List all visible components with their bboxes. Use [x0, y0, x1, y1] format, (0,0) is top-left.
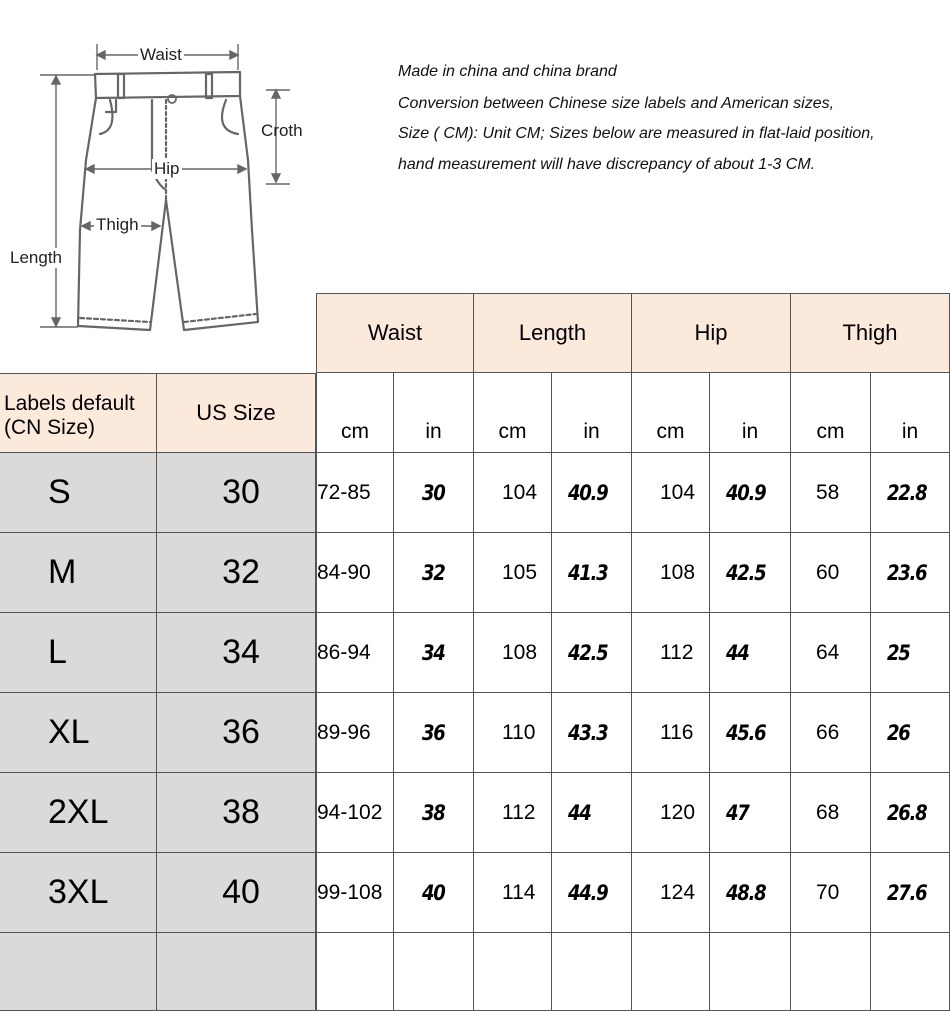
us-size-header: US Size [157, 373, 316, 453]
us-size-cell: 40 [157, 853, 316, 933]
inch-value: 40.9 [568, 480, 608, 505]
value-in [552, 613, 632, 693]
cn-size-cell: L [0, 613, 157, 693]
us-size-cell: 34 [157, 613, 316, 693]
description-line-4: hand measurement will have discrepancy of about 1-3 CM. [398, 156, 816, 173]
value-in [710, 853, 791, 933]
unit-header-in: in [710, 373, 791, 453]
value-in [394, 853, 474, 933]
value-cm [632, 773, 710, 853]
value-cm [791, 853, 871, 933]
inch-value: 44 [726, 640, 749, 665]
cm-value: 86-94 [317, 640, 371, 664]
value-in [710, 533, 791, 613]
us-size-cell: 30 [157, 453, 316, 533]
empty-value-cell [394, 933, 474, 1011]
empty-value-cell [871, 933, 950, 1011]
cm-value: 89-96 [317, 720, 371, 744]
value-cm [474, 693, 552, 773]
cn-size-cell: 3XL [0, 853, 157, 933]
value-in [871, 853, 950, 933]
value-in [552, 533, 632, 613]
cn-size-cell: S [0, 453, 157, 533]
empty-value-cell [710, 933, 791, 1011]
value-cm [474, 613, 552, 693]
value-in [710, 613, 791, 693]
value-cm [316, 853, 394, 933]
value-cm [632, 453, 710, 533]
inch-value: 45.6 [726, 720, 766, 745]
unit-header-in: in [394, 373, 474, 453]
cm-value: 124 [660, 880, 696, 904]
cm-value: 112 [660, 640, 694, 664]
header-thigh: Thigh [791, 293, 950, 373]
value-cm [632, 533, 710, 613]
cn-size-cell: 2XL [0, 773, 157, 853]
cn-size-cell: M [0, 533, 157, 613]
inch-value: 43.3 [568, 720, 608, 745]
cm-value: 94-102 [317, 800, 383, 824]
value-in [394, 613, 474, 693]
cm-value: 104 [660, 480, 696, 504]
cm-value: 99-108 [317, 880, 383, 904]
cm-value: 70 [816, 880, 840, 904]
cm-value: 104 [502, 480, 538, 504]
value-cm [791, 773, 871, 853]
value-cm [316, 533, 394, 613]
value-in [394, 453, 474, 533]
inch-value: 26.8 [887, 800, 927, 825]
cm-value: 112 [502, 800, 536, 824]
pants-measurement-diagram [0, 0, 310, 345]
inch-value: 40 [422, 880, 445, 905]
cm-value: 105 [502, 560, 538, 584]
cm-value: 60 [816, 560, 840, 584]
value-in [871, 533, 950, 613]
empty-value-cell [316, 933, 394, 1011]
value-in [394, 773, 474, 853]
length-label: Length [10, 248, 62, 267]
inch-value: 23.6 [887, 560, 927, 585]
us-size-cell: 36 [157, 693, 316, 773]
cm-value: 66 [816, 720, 840, 744]
inch-value: 25 [887, 640, 910, 665]
value-cm [316, 773, 394, 853]
us-size-cell: 32 [157, 533, 316, 613]
value-cm [791, 613, 871, 693]
value-in [552, 853, 632, 933]
value-in [871, 773, 950, 853]
value-in [552, 453, 632, 533]
value-in [710, 693, 791, 773]
cm-value: 68 [816, 800, 840, 824]
header-hip: Hip [632, 293, 791, 373]
header-waist: Waist [316, 293, 474, 373]
cm-value: 114 [502, 880, 536, 904]
value-cm [791, 453, 871, 533]
unit-header-in: in [552, 373, 632, 453]
inch-value: 26 [887, 720, 910, 745]
value-in [871, 613, 950, 693]
empty-value-cell [791, 933, 871, 1011]
cm-value: 120 [660, 800, 696, 824]
cn-size-cell: XL [0, 693, 157, 773]
value-in [710, 453, 791, 533]
description-line-1: Made in china and china brand [398, 63, 617, 80]
unit-header-cm: cm [632, 373, 710, 453]
inch-value: 30 [422, 480, 445, 505]
unit-header-cm: cm [474, 373, 552, 453]
inch-value: 47 [726, 800, 749, 825]
value-cm [632, 693, 710, 773]
value-in [394, 693, 474, 773]
value-cm [316, 613, 394, 693]
waist-label: Waist [140, 45, 182, 64]
value-in [871, 693, 950, 773]
inch-value: 44 [568, 800, 591, 825]
inch-value: 34 [422, 640, 445, 665]
inch-value: 38 [422, 800, 445, 825]
value-cm [474, 533, 552, 613]
cm-value: 84-90 [317, 560, 371, 584]
inch-value: 36 [422, 720, 445, 745]
unit-header-cm: cm [791, 373, 871, 453]
cm-value: 72-85 [317, 480, 371, 504]
empty-us-cell [157, 933, 316, 1011]
empty-value-cell [474, 933, 552, 1011]
inch-value: 42.5 [568, 640, 608, 665]
value-cm [791, 693, 871, 773]
value-in [552, 693, 632, 773]
description-line-2: Conversion between Chinese size labels and American sizes, [398, 95, 835, 112]
inch-value: 48.8 [726, 880, 766, 905]
header-length: Length [474, 293, 632, 373]
inch-value: 44.9 [568, 880, 608, 905]
inch-value: 22.8 [887, 480, 927, 505]
cm-value: 110 [502, 720, 536, 744]
inch-value: 27.6 [887, 880, 927, 905]
value-cm [316, 453, 394, 533]
unit-header-in: in [871, 373, 950, 453]
value-cm [474, 773, 552, 853]
value-cm [474, 853, 552, 933]
value-in [394, 533, 474, 613]
value-in [552, 773, 632, 853]
cm-value: 108 [502, 640, 538, 664]
value-in [710, 773, 791, 853]
value-cm [632, 613, 710, 693]
unit-header-cm: cm [316, 373, 394, 453]
inch-value: 40.9 [726, 480, 766, 505]
croth-label: Croth [261, 121, 303, 140]
value-cm [791, 533, 871, 613]
cn-size-header: Labels default (CN Size) [0, 373, 157, 453]
inch-value: 41.3 [568, 560, 608, 585]
empty-value-cell [632, 933, 710, 1011]
description-line-3: Size ( CM): Unit CM; Sizes below are measured in flat-laid position, [398, 125, 875, 142]
value-cm [316, 693, 394, 773]
cm-value: 58 [816, 480, 840, 504]
value-cm [474, 453, 552, 533]
empty-value-cell [552, 933, 632, 1011]
thigh-label: Thigh [96, 215, 139, 234]
empty-cn-cell [0, 933, 157, 1011]
cm-value: 116 [660, 720, 694, 744]
hip-label: Hip [154, 159, 180, 178]
value-cm [632, 853, 710, 933]
cm-value: 108 [660, 560, 696, 584]
inch-value: 32 [422, 560, 445, 585]
us-size-cell: 38 [157, 773, 316, 853]
cm-value: 64 [816, 640, 840, 664]
inch-value: 42.5 [726, 560, 766, 585]
value-in [871, 453, 950, 533]
